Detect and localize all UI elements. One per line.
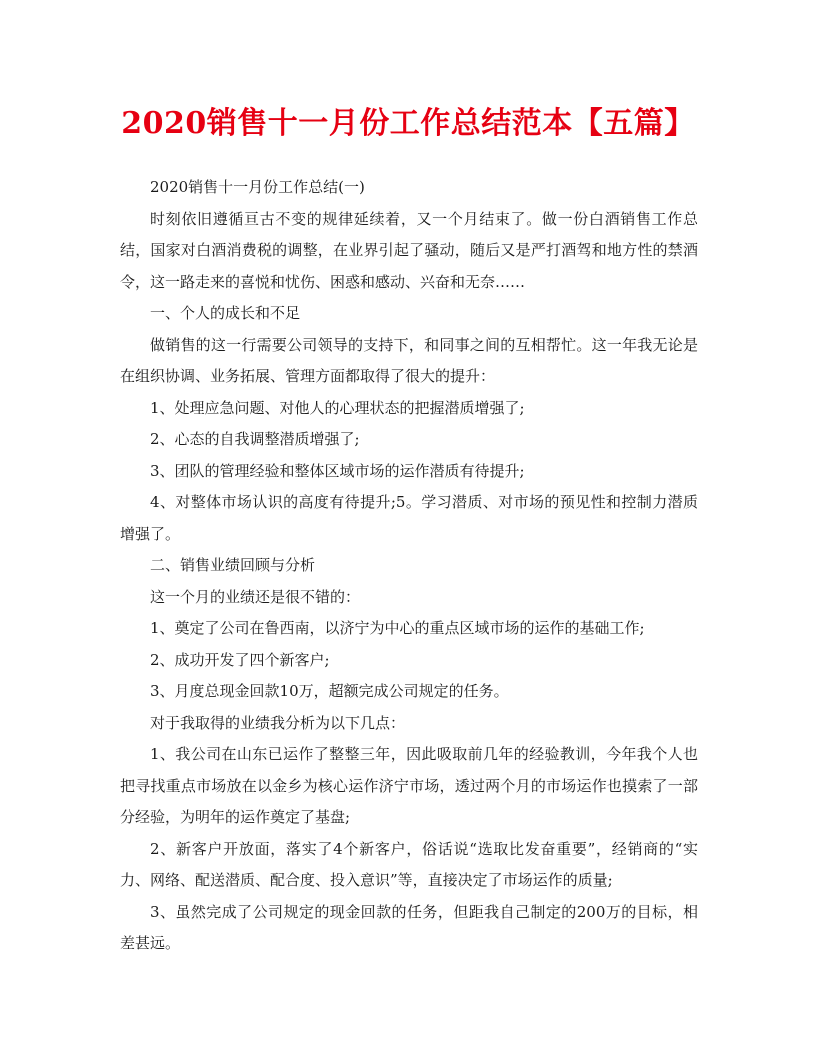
paragraph: 做销售的这一行需要公司领导的支持下，和同事之间的互相帮忙。这一年我无论是在组织协调、业务拓展、管理方面都取得了很大的提升： — [120, 335, 698, 385]
list-item: 2、新客户开放面，落实了4个新客户，俗话说“选取比发奋重要”，经销商的“实力、网络、配送潜质、配合度、投入意识”等，直接决定了市场运作的质量; — [120, 839, 698, 889]
paragraph: 这一个月的业绩还是很不错的： — [150, 587, 361, 606]
document-title: 2020销售十一月份工作总结范本【五篇】 — [121, 106, 695, 141]
paragraph: 时刻依旧遵循亘古不变的规律延续着，又一个月结束了。做一份白酒销售工作总结，国家对白酒消费税的调整，在业界引起了骚动，随后又是严打酒驾和地方性的禁酒令，这一路走来的喜悦和忧伤、困惑和感动、兴奋和无奈…… — [120, 209, 698, 291]
list-item: 1、奠定了公司在鲁西南，以济宁为中心的重点区域市场的运作的基础工作; — [150, 619, 645, 637]
document-body — [120, 172, 698, 960]
list-item: 2、成功开发了四个新客户; — [150, 650, 330, 669]
list-item: 3、月度总现金回款10万，超额完成公司规定的任务。 — [150, 682, 509, 700]
list-item: 2、心态的自我调整潜质增强了; — [150, 430, 360, 448]
section-heading: 二、销售业绩回顾与分析 — [150, 556, 316, 574]
list-item: 4、对整体市场认识的高度有待提升;5。学习潜质、对市场的预见性和控制力潜质增强了。 — [120, 493, 698, 543]
list-item: 3、团队的管理经验和整体区域市场的运作潜质有待提升; — [150, 461, 525, 480]
section-heading: 一、个人的成长和不足 — [150, 304, 301, 322]
list-item: 1、我公司在山东已运作了整整三年，因此吸取前几年的经验教训，今年我个人也把寻找重点市场放在以金乡为核心运作济宁市场，透过两个月的市场运作也摸索了一部分经验，为明年的运作奠定了基盘; — [120, 745, 698, 826]
section-heading: 2020销售十一月份工作总结(一) — [150, 178, 365, 196]
list-item: 3、虽然完成了公司规定的现金回款的任务，但距我自己制定的200万的目标，相差甚远。 — [120, 902, 698, 952]
paragraph: 对于我取得的业绩我分析为以下几点： — [150, 713, 406, 732]
list-item: 1、处理应急问题、对他人的心理状态的把握潜质增强了; — [150, 398, 525, 417]
